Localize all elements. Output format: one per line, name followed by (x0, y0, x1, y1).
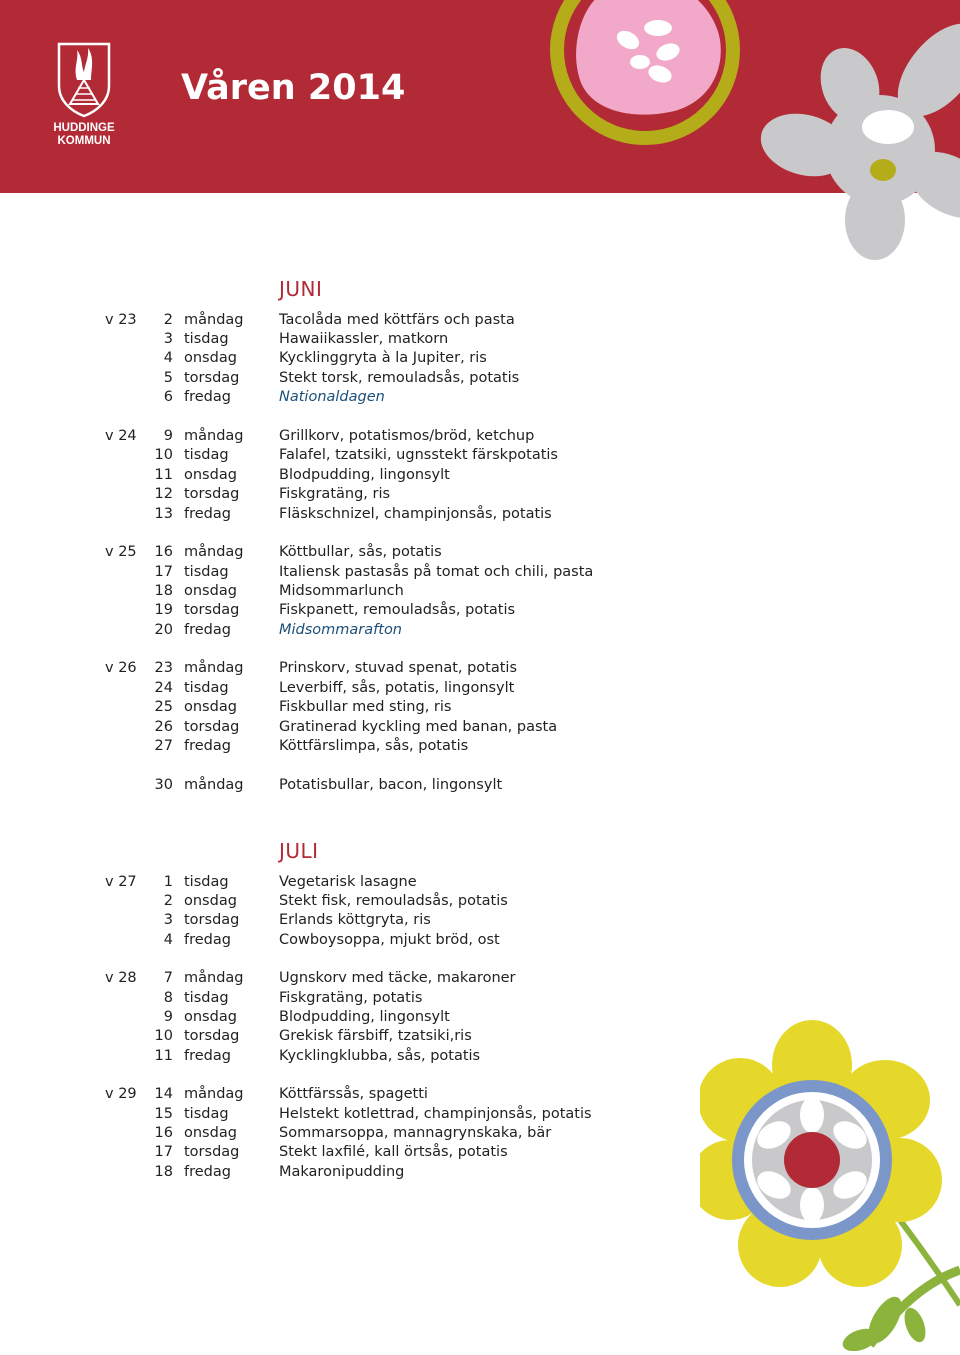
date-number: 25 (154, 699, 173, 715)
dish: Köttbullar, sås, potatis (279, 544, 442, 560)
flower-decoration-icon (700, 1020, 960, 1351)
date-number: 6 (163, 389, 173, 405)
dish: Erlands köttgryta, ris (279, 912, 431, 928)
date-number: 2 (163, 893, 173, 909)
menu-row (0, 368, 700, 388)
weekday: fredag (184, 389, 231, 405)
date-number: 20 (154, 622, 173, 638)
menu-row (0, 1026, 700, 1046)
weekday: torsdag (184, 486, 240, 502)
menu-row (0, 678, 700, 698)
date-number: 26 (154, 719, 173, 735)
menu-row (0, 891, 700, 911)
holiday-label: Midsommarafton (279, 622, 403, 638)
logo-text-line2: KOMMUN (57, 135, 111, 147)
logo-text-line1: HUDDINGE (53, 122, 115, 134)
dish: Köttfärssås, spagetti (279, 1086, 428, 1102)
weekday: torsdag (184, 1028, 240, 1044)
dish: Fiskbullar med sting, ris (279, 699, 452, 715)
menu-row (0, 697, 700, 717)
dish: Fiskpanett, remouladsås, potatis (279, 602, 516, 618)
dish: Sommarsoppa, mannagrynskaka, bär (279, 1125, 552, 1141)
menu-row (0, 775, 700, 795)
date-number: 11 (154, 1048, 173, 1064)
weekday: måndag (184, 660, 244, 676)
week-label: v 28 (105, 970, 137, 986)
date-number: 17 (154, 1144, 173, 1160)
dish: Vegetarisk lasagne (279, 874, 417, 890)
menu-row (0, 1104, 700, 1124)
menu-row (0, 717, 700, 737)
menu-row (0, 600, 700, 620)
page-title: Våren 2014 (181, 68, 406, 108)
date-number: 10 (154, 447, 173, 463)
date-number: 9 (163, 1009, 173, 1025)
weekday: torsdag (184, 1144, 240, 1160)
weekday: tisdag (184, 447, 229, 463)
menu-row (0, 930, 700, 950)
menu-row (0, 504, 700, 524)
weekday: torsdag (184, 602, 240, 618)
menu-row (0, 910, 700, 930)
date-number: 7 (163, 970, 173, 986)
week-label: v 26 (105, 660, 137, 676)
bottom-flower-decoration (700, 1020, 960, 1355)
menu-row (0, 620, 700, 640)
weekday: måndag (184, 428, 244, 444)
weekday: tisdag (184, 1106, 229, 1122)
date-number: 16 (154, 1125, 173, 1141)
week-label: v 27 (105, 874, 137, 890)
dish: Makaronipudding (279, 1164, 405, 1180)
menu-row (0, 542, 700, 562)
month-heading-juni: JUNI (279, 277, 323, 301)
date-number: 3 (163, 331, 173, 347)
date-number: 16 (154, 544, 173, 560)
date-number: 18 (154, 583, 173, 599)
menu-row (0, 1123, 700, 1143)
weekday: fredag (184, 1048, 231, 1064)
dish: Ugnskorv med täcke, makaroner (279, 970, 516, 986)
weekday: tisdag (184, 874, 229, 890)
date-number: 3 (163, 912, 173, 928)
crest-icon (55, 40, 113, 118)
week-label: v 25 (105, 544, 137, 560)
menu-row (0, 484, 700, 504)
weekday: måndag (184, 544, 244, 560)
top-flower-decoration (520, 0, 960, 264)
date-number: 4 (163, 350, 173, 366)
menu-row (0, 1142, 700, 1162)
dish: Potatisbullar, bacon, lingonsylt (279, 777, 503, 793)
weekday: onsdag (184, 1125, 237, 1141)
menu-row (0, 658, 700, 678)
dish: Fiskgratäng, potatis (279, 990, 423, 1006)
date-number: 18 (154, 1164, 173, 1180)
menu-row (0, 426, 700, 446)
dish: Prinskorv, stuvad spenat, potatis (279, 660, 518, 676)
weekday: måndag (184, 312, 244, 328)
dish: Köttfärslimpa, sås, potatis (279, 738, 469, 754)
weekday: onsdag (184, 583, 237, 599)
menu-row (0, 329, 700, 349)
dish: Fläskschnizel, champinjonsås, potatis (279, 506, 552, 522)
weekday: fredag (184, 622, 231, 638)
menu-row (0, 562, 700, 582)
weekday: fredag (184, 1164, 231, 1180)
weekday: onsdag (184, 467, 237, 483)
date-number: 12 (154, 486, 173, 502)
date-number: 13 (154, 506, 173, 522)
weekday: onsdag (184, 699, 237, 715)
dish: Stekt fisk, remouladsås, potatis (279, 893, 508, 909)
date-number: 2 (163, 312, 173, 328)
weekday: torsdag (184, 719, 240, 735)
dish: Gratinerad kyckling med banan, pasta (279, 719, 558, 735)
date-number: 24 (154, 680, 173, 696)
weekday: fredag (184, 932, 231, 948)
dish: Helstekt kotlettrad, champinjonsås, potatis (279, 1106, 592, 1122)
date-number: 1 (163, 874, 173, 890)
dish: Grillkorv, potatismos/bröd, ketchup (279, 428, 535, 444)
weekday: onsdag (184, 350, 237, 366)
menu-row (0, 988, 700, 1008)
weekday: torsdag (184, 912, 240, 928)
date-number: 11 (154, 467, 173, 483)
weekday: måndag (184, 777, 244, 793)
menu-row (0, 968, 700, 988)
week-label: v 24 (105, 428, 137, 444)
menu-row (0, 581, 700, 601)
weekday: måndag (184, 1086, 244, 1102)
menu-row (0, 445, 700, 465)
holiday-label: Nationaldagen (279, 389, 385, 405)
dish: Fiskgratäng, ris (279, 486, 391, 502)
menu-row (0, 310, 700, 330)
dish: Falafel, tzatsiki, ugnsstekt färskpotatis (279, 447, 558, 463)
dish: Midsommarlunch (279, 583, 404, 599)
date-number: 9 (163, 428, 173, 444)
dish: Blodpudding, lingonsylt (279, 467, 450, 483)
menu-row (0, 872, 700, 892)
date-number: 8 (163, 990, 173, 1006)
menu-row (0, 1046, 700, 1066)
weekday: tisdag (184, 331, 229, 347)
date-number: 17 (154, 564, 173, 580)
date-number: 30 (154, 777, 173, 793)
dish: Stekt laxfilé, kall örtsås, potatis (279, 1144, 508, 1160)
weekday: onsdag (184, 893, 237, 909)
dish: Kycklingklubba, sås, potatis (279, 1048, 481, 1064)
date-number: 10 (154, 1028, 173, 1044)
dish: Kycklinggryta à la Jupiter, ris (279, 350, 487, 366)
date-number: 27 (154, 738, 173, 754)
weekday: tisdag (184, 680, 229, 696)
menu-row (0, 387, 700, 407)
weekday: måndag (184, 970, 244, 986)
weekday: fredag (184, 506, 231, 522)
month-heading-juli: JULI (279, 839, 319, 863)
date-number: 19 (154, 602, 173, 618)
weekday: tisdag (184, 990, 229, 1006)
flower-decoration-icon (520, 0, 960, 260)
date-number: 5 (163, 370, 173, 386)
menu-row (0, 1007, 700, 1027)
dish: Hawaiikassler, matkorn (279, 331, 449, 347)
huddinge-logo (44, 40, 124, 152)
week-label: v 23 (105, 312, 137, 328)
dish: Stekt torsk, remouladsås, potatis (279, 370, 520, 386)
dish: Grekisk färsbiff, tzatsiki,ris (279, 1028, 472, 1044)
weekday: fredag (184, 738, 231, 754)
dish: Italiensk pastasås på tomat och chili, pasta (279, 564, 594, 580)
menu-row (0, 465, 700, 485)
weekday: onsdag (184, 1009, 237, 1025)
dish: Leverbiff, sås, potatis, lingonsylt (279, 680, 515, 696)
date-number: 14 (154, 1086, 173, 1102)
menu-row (0, 736, 700, 756)
menu-row (0, 1162, 700, 1182)
date-number: 23 (154, 660, 173, 676)
date-number: 4 (163, 932, 173, 948)
dish: Cowboysoppa, mjukt bröd, ost (279, 932, 500, 948)
weekday: torsdag (184, 370, 240, 386)
menu-row (0, 348, 700, 368)
dish: Tacolåda med köttfärs och pasta (279, 312, 515, 328)
date-number: 15 (154, 1106, 173, 1122)
dish: Blodpudding, lingonsylt (279, 1009, 450, 1025)
week-label: v 29 (105, 1086, 137, 1102)
menu-row (0, 1084, 700, 1104)
weekday: tisdag (184, 564, 229, 580)
